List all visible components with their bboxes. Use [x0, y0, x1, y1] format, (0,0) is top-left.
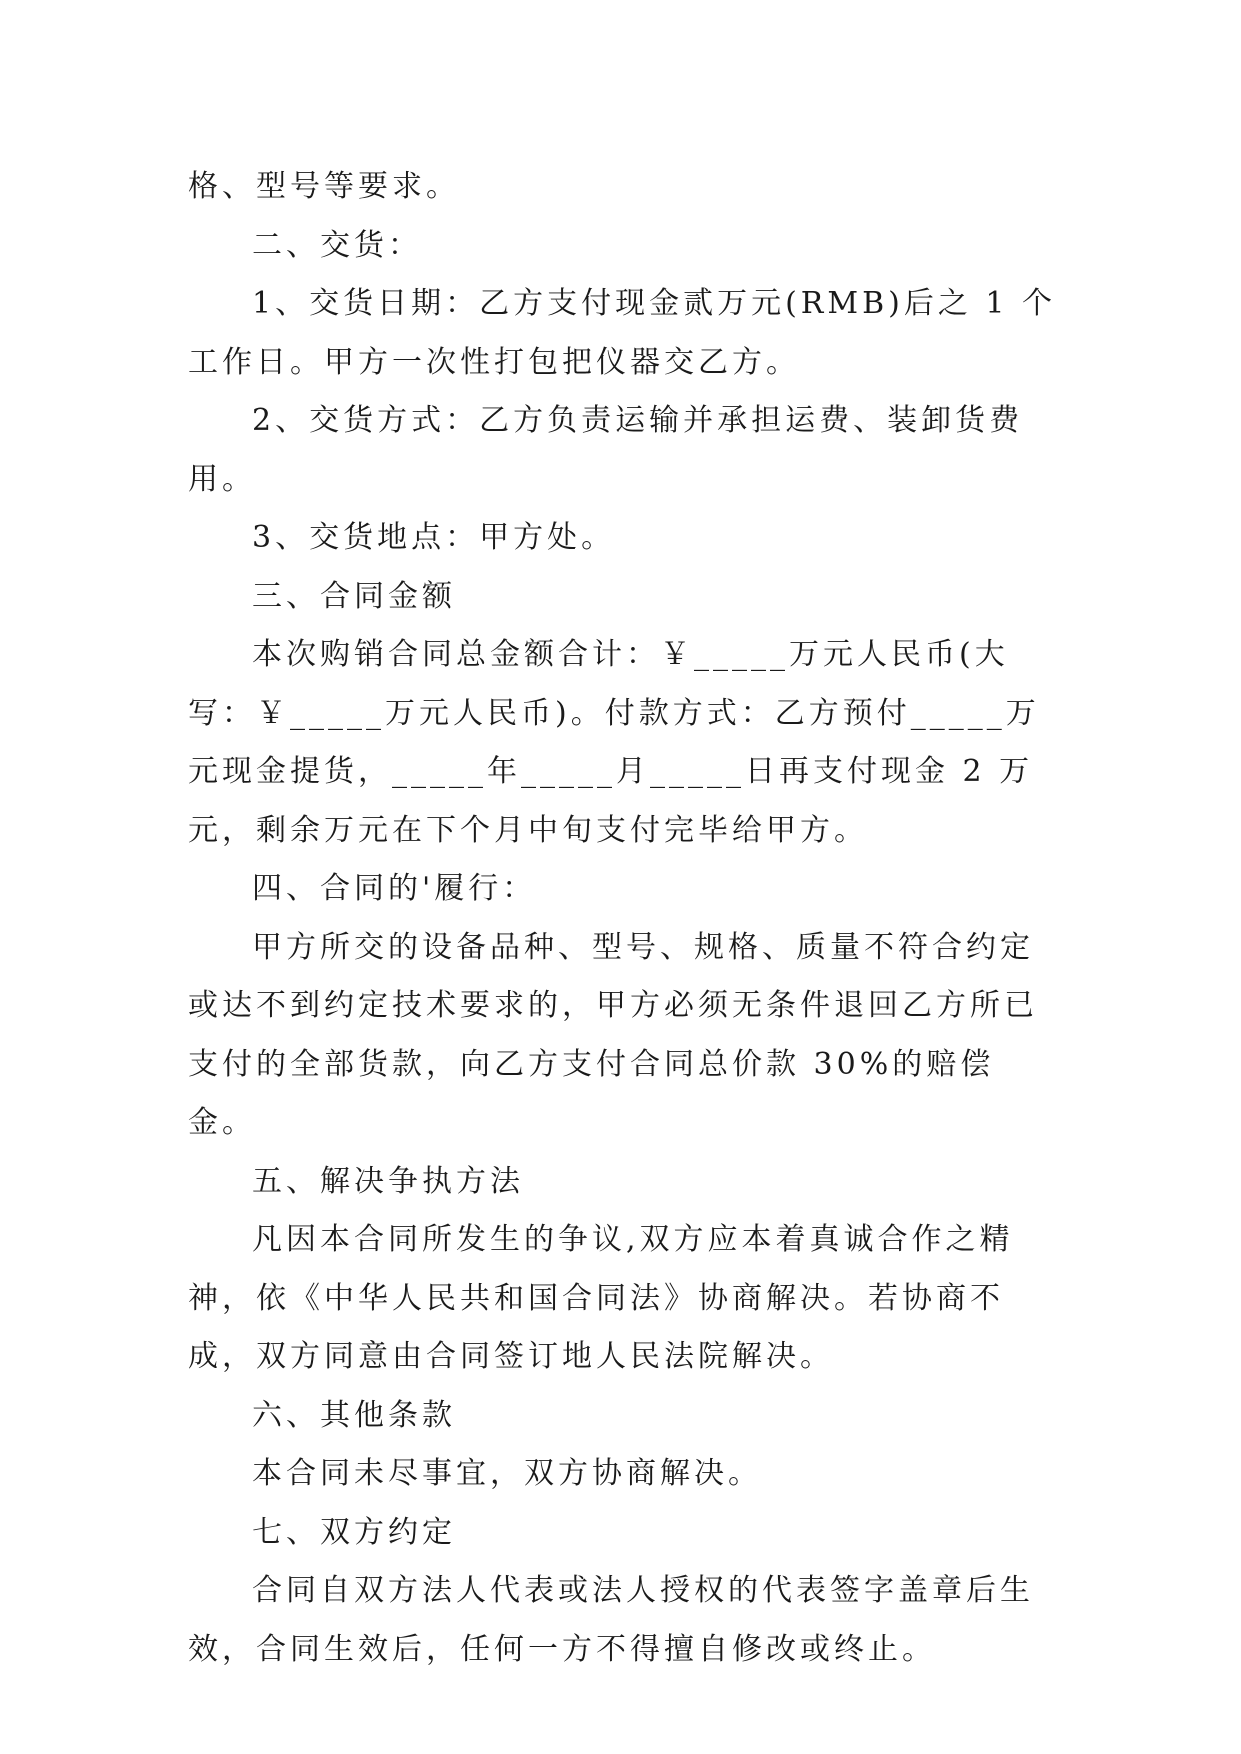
paragraph-1: 格、型号等要求。 — [188, 169, 460, 204]
section-heading-amount: 三、合同金额 — [252, 578, 456, 614]
section-heading-dispute: 五、解决争执方法 — [252, 1163, 524, 1199]
paragraph-delivery-method: 2、交货方式：乙方负责运输并承担运费、装卸货费用。 — [188, 403, 1024, 497]
section-heading-delivery: 二、交货： — [252, 227, 422, 263]
document-body — [188, 158, 1060, 1679]
section-heading-other: 六、其他条款 — [252, 1397, 456, 1433]
section-heading-agreement: 七、双方约定 — [252, 1514, 456, 1550]
paragraph-agreement: 合同自双方法人代表或法人授权的代表签字盖章后生效，合同生效后，任何一方不得擅自修改或终止。 — [188, 1573, 1034, 1667]
paragraph-delivery-date: 1、交货日期：乙方支付现金贰万元(RMB)后之 1 个工作日。甲方一次性打包把仪器交乙方。 — [188, 286, 1057, 380]
paragraph-dispute: 凡因本合同所发生的争议,双方应本着真诚合作之精神，依《中华人民共和国合同法》协商解决。若协商不成，双方同意由合同签订地人民法院解决。 — [188, 1222, 1014, 1374]
section-heading-performance: 四、合同的'履行： — [252, 871, 537, 906]
paragraph-other: 本合同未尽事宜，双方协商解决。 — [252, 1456, 762, 1491]
paragraph-delivery-location: 3、交货地点：甲方处。 — [252, 520, 616, 555]
paragraph-performance: 甲方所交的设备品种、型号、规格、质量不符合约定或达不到约定技术要求的，甲方必须无条件退回乙方所已支付的全部货款，向乙方支付合同总价款 30%的赔偿金。 — [188, 929, 1038, 1140]
paragraph-amount: 本次购销合同总金额合计：￥_____万元人民币(大写：￥_____万元人民币)。付款方式：乙方预付_____万元现金提货，_____年_____月_____日再支付现金 2 万元，剩余万元在下个月中旬支付完毕给甲方。 — [188, 637, 1040, 848]
